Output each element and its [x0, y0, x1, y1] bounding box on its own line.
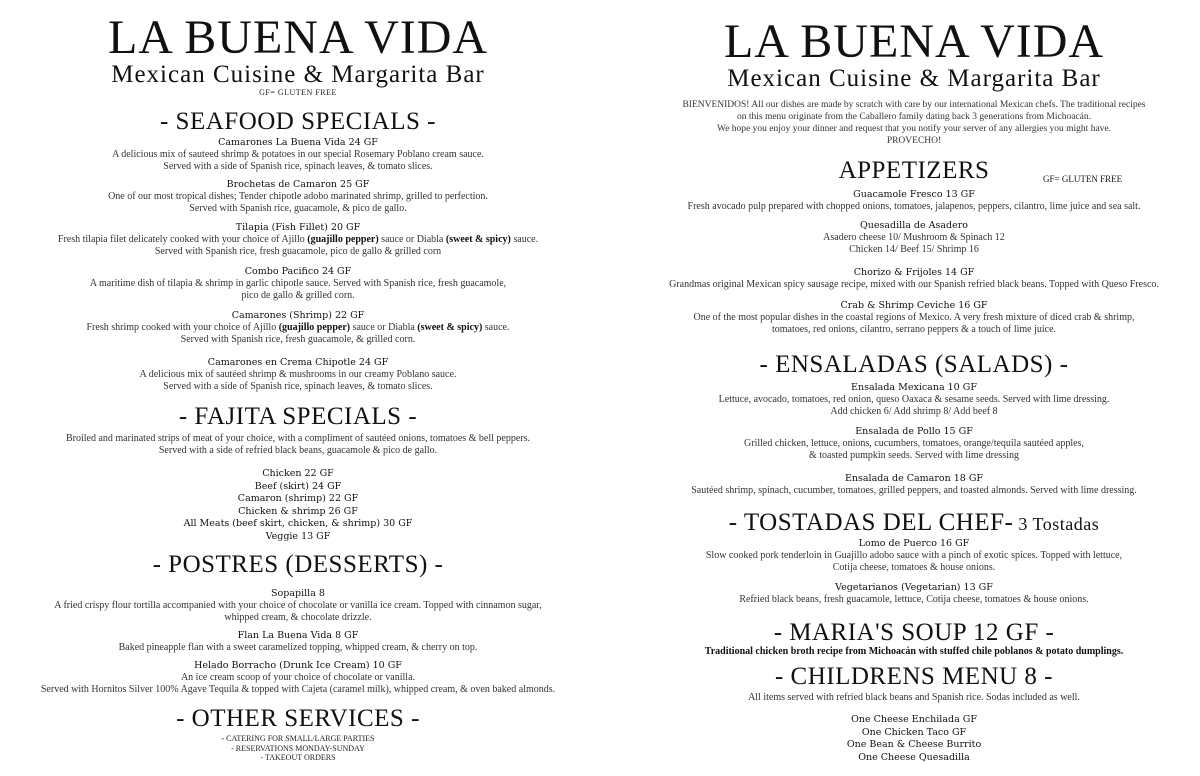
right-brand-title: LA BUENA VIDA [723, 15, 1105, 68]
menu-item [628, 267, 1200, 291]
item-desc: Fresh avocado pulp prepared with chopped onions, tomatoes, jalapenos, peppers, cilantro, lime juice and sea salt. [687, 201, 1141, 212]
list-item: - TAKEOUT ORDERS [260, 753, 336, 762]
children-options [628, 714, 1200, 764]
item-desc: Baked pineapple flan with a sweet caramelized topping, whipped cream, & cherry on top. [118, 642, 478, 653]
item-desc: Served with Spanish rice, guacamole, & pico de gallo. [189, 203, 407, 214]
menu-item [0, 588, 596, 624]
children-description: All items served with refried black beans and Spanish rice. Sodas included as well. [748, 692, 1080, 703]
fajita-options [0, 468, 596, 543]
left-brand-title: LA BUENA VIDA [107, 11, 489, 64]
children-heading: - CHILDRENS MENU 8 - [774, 663, 1054, 690]
menu-item [628, 189, 1200, 213]
ensaladas-heading: - ENSALADAS (SALADS) - [759, 351, 1069, 378]
services-list [0, 734, 596, 763]
menu-item [628, 426, 1200, 462]
item-desc: Fresh tilapia filet delicately cooked with your choice of Ajillo (guajillo pepper) sauce or Diabla (sweet & spicy) sauce. [57, 234, 539, 245]
item-desc: Served with Hornitos Silver 100% Agave Tequila & topped with Cajeta (caramel milk), whipped cream, & oven baked almonds. [40, 684, 556, 695]
item-desc: A maritime dish of tilapia & shrimp in garlic chipotle sauce. Served with Spanish rice, fresh guacamole, [89, 278, 507, 289]
item-desc: Cotija cheese, tomatoes & house onions. [832, 562, 996, 573]
item-name: Ensalada de Pollo 15 GF [855, 426, 973, 437]
item-desc: Grilled chicken, lettuce, onions, cucumbers, tomatoes, orange/tequila sautéed apples, [744, 438, 1084, 449]
menu-item [0, 310, 596, 346]
soup-description: Traditional chicken broth recipe from Michoacán with stuffed chile poblanos & potato dumplings. [704, 646, 1124, 657]
appetizers-gf-note: GF= GLUTEN FREE [1043, 174, 1123, 184]
appetizers-heading: APPETIZERS [838, 157, 990, 184]
list-item: Beef (skirt) 24 GF [254, 480, 342, 492]
item-desc: Lettuce, avocado, tomatoes, red onion, queso Oaxaca & sesame seeds. Served with lime dressing. [718, 394, 1110, 405]
menu-item [628, 538, 1200, 574]
menu-item [0, 357, 596, 393]
list-item: Veggie 13 GF [265, 530, 331, 542]
item-desc: A delicious mix of sauteed shrimp & potatoes in our special Rosemary Poblano cream sauce. [112, 149, 484, 160]
right-subtitle: Mexican Cuisine & Margarita Bar [727, 65, 1101, 92]
item-desc: Served with a side of Spanish rice, spinach leaves, & tomato slices. [163, 161, 433, 172]
seafood-heading: - SEAFOOD SPECIALS - [159, 108, 436, 135]
item-name: Crab & Shrimp Ceviche 16 GF [840, 300, 988, 311]
list-item: One Chicken Taco GF [861, 726, 967, 738]
fajita-heading: - FAJITA SPECIALS - [178, 403, 418, 430]
item-desc: Asadero cheese 10/ Mushroom & Spinach 12 [823, 232, 1005, 243]
menu-item [0, 630, 596, 654]
item-desc: Add chicken 6/ Add shrimp 8/ Add beef 8 [830, 406, 998, 417]
item-desc: Broiled and marinated strips of meat of your choice, with a compliment of sautéed onions, tomatoes & bell peppers. [65, 433, 531, 444]
item-desc: Sautéed shrimp, spinach, cucumber, tomatoes, grilled peppers, and toasted almonds. Served with lime dressing. [691, 485, 1137, 496]
tostadas-heading: - TOSTADAS DEL CHEF- 3 Tostadas [728, 509, 1100, 536]
item-name: Combo Pacifico 24 GF [244, 266, 352, 277]
item-desc: Grandmas original Mexican spicy sausage recipe, mixed with our Spanish refried black beans. Topped with Queso Fresco. [669, 279, 1159, 290]
item-desc: One of the most popular dishes in the coastal regions of Mexico. A very fresh mixture of diced crab & shrimp, [693, 312, 1135, 323]
item-desc: Served with Spanish rice, fresh guacamole, & grilled corn. [180, 334, 416, 345]
item-name: Camarones en Crema Chipotle 24 GF [207, 357, 389, 368]
list-item: Chicken 22 GF [262, 468, 334, 479]
menu-item [0, 137, 596, 173]
item-name: Ensalada de Camaron 18 GF [844, 473, 984, 484]
list-item: All Meats (beef skirt, chicken, & shrimp) 30 GF [183, 518, 413, 529]
list-item: - RESERVATIONS MONDAY-SUNDAY [231, 743, 365, 753]
item-desc: A fried crispy flour tortilla accompanied with your choice of chocolate or vanilla ice cream. Topped with cinnamon sugar, [54, 600, 542, 611]
item-name: Quesadilla de Asadero [859, 220, 969, 231]
menu-item [628, 300, 1200, 336]
welcome-intro: BIENVENIDOS! All our dishes are made by scratch with care by our international Mexican chefs. The traditional recipes on this menu originate from the Caballero family dating back 3 generations from Michoacán. We hope you enjoy your dinner and request that you notify your server of any allergies you might have. PROVECHO! [682, 100, 1146, 146]
menu-item [628, 582, 1200, 606]
list-item: One Bean & Cheese Burrito [846, 739, 982, 750]
item-name: Tilapia (Fish Fillet) 20 GF [235, 222, 361, 233]
item-name: Sopapilla 8 [271, 588, 325, 599]
item-desc: Refried black beans, fresh guacamole, lettuce, Cotija cheese, tomatoes & house onions. [739, 594, 1089, 605]
list-item: One Cheese Quesadilla [858, 751, 970, 763]
menu-item [0, 179, 596, 215]
services-heading: - OTHER SERVICES - [176, 705, 420, 732]
menu-item [628, 220, 1200, 256]
item-desc: A delicious mix of sautéed shrimp & mushrooms in our creamy Poblano sauce. [139, 369, 457, 380]
item-name: Flan La Buena Vida 8 GF [237, 630, 359, 641]
item-desc: whipped cream, & chocolate drizzle. [224, 612, 372, 623]
list-item: One Cheese Enchilada GF [851, 714, 977, 725]
item-desc: Slow cooked pork tenderloin in Guajillo adobo sauce with a pinch of exotic spices. Topped with lettuce, [705, 550, 1123, 561]
list-item: Chicken & shrimp 26 GF [238, 505, 358, 517]
item-desc: & toasted pumpkin seeds. Served with lime dressing [809, 450, 1019, 461]
item-name: Guacamole Fresco 13 GF [853, 189, 975, 200]
item-desc: One of our most tropical dishes; Tender chipotle adobo marinated shrimp, grilled to perfection. [108, 191, 488, 202]
item-name: Vegetarianos (Vegetarian) 13 GF [835, 582, 993, 593]
menu-item [628, 382, 1200, 418]
item-name: Ensalada Mexicana 10 GF [851, 382, 977, 393]
item-desc: Chicken 14/ Beef 15/ Shrimp 16 [849, 244, 979, 255]
list-item: Camaron (shrimp) 22 GF [237, 493, 359, 504]
menu-item [0, 222, 596, 258]
item-name: Camarones La Buena Vida 24 GF [218, 137, 378, 148]
item-name: Lomo de Puerco 16 GF [858, 538, 970, 549]
menu-item [0, 266, 596, 302]
item-name: Helado Borracho (Drunk Ice Cream) 10 GF [194, 660, 402, 671]
menu-item [0, 660, 596, 696]
soup-heading: - MARIA'S SOUP 12 GF - [773, 619, 1055, 646]
item-desc: Fresh shrimp cooked with your choice of Ajillo (guajillo pepper) sauce or Diabla (sweet & spicy) sauce. [86, 322, 510, 333]
item-desc: Served with a side of Spanish rice, spinach leaves, & tomato slices. [163, 381, 433, 392]
item-desc: tomatoes, red onions, cilantro, serrano peppers & a touch of lime juice. [771, 324, 1057, 335]
item-name: Camarones (Shrimp) 22 GF [231, 310, 365, 321]
fajita-description [0, 433, 596, 457]
item-desc: pico de gallo & grilled corn. [241, 290, 355, 301]
item-name: Brochetas de Camaron 25 GF [226, 179, 370, 190]
left-subtitle: Mexican Cuisine & Margarita Bar [111, 61, 485, 88]
item-name: Chorizo & Frijoles 14 GF [853, 267, 975, 278]
list-item: - CATERING FOR SMALL/LARGE PARTIES [221, 734, 375, 743]
postres-heading: - POSTRES (DESSERTS) - [152, 551, 444, 578]
item-desc: An ice cream scoop of your choice of chocolate or vanilla. [180, 672, 416, 683]
item-desc: Served with Spanish rice, fresh guacamole, pico de gallo & grilled corn [154, 246, 442, 257]
left-gf-note: GF= GLUTEN FREE [259, 88, 337, 97]
item-desc: Served with a side of refried black beans, guacamole & pico de gallo. [158, 445, 438, 456]
menu-item [628, 473, 1200, 497]
